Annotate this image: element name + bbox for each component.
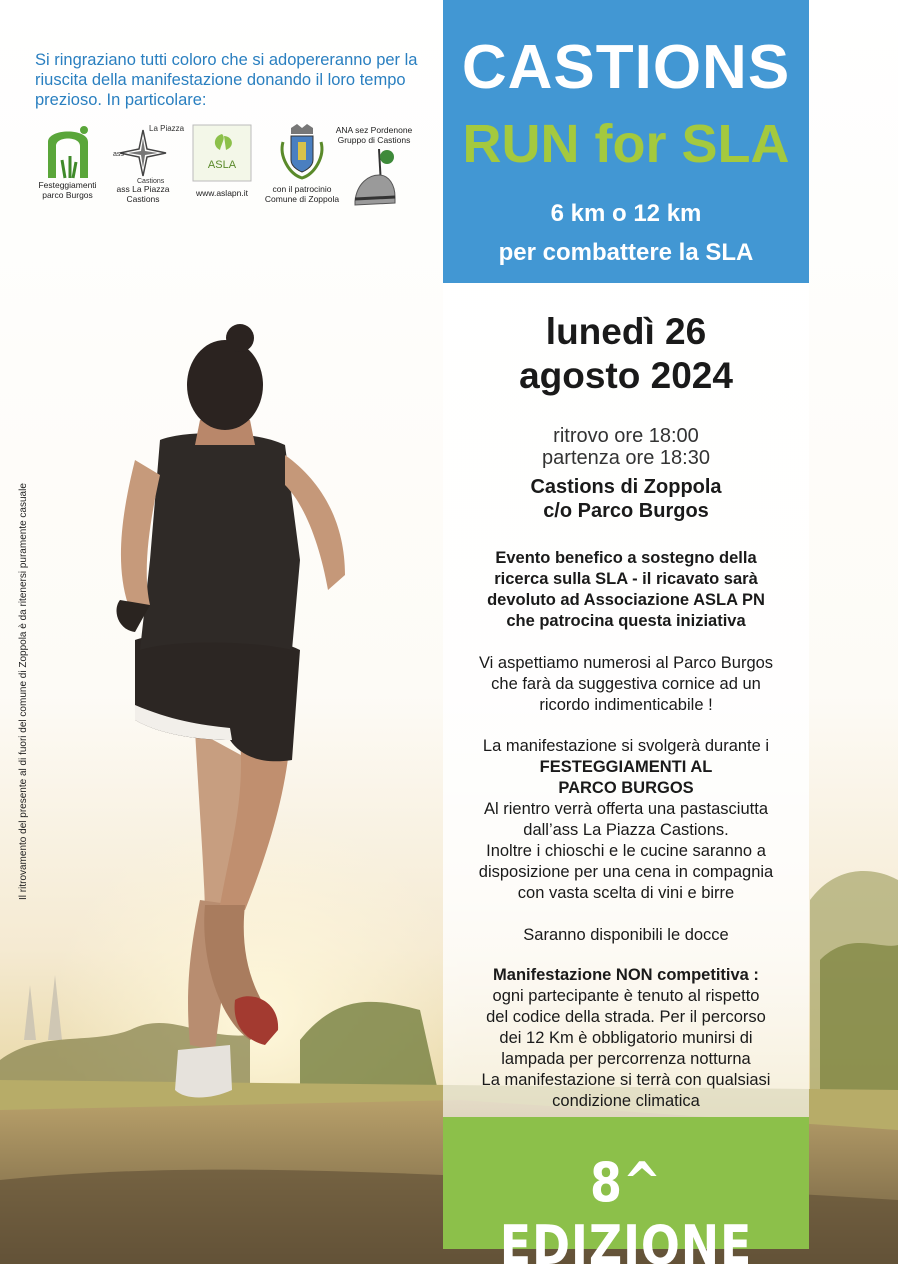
asla-logo-icon <box>192 124 252 182</box>
logo-mark-text: ass <box>113 151 124 158</box>
text-line: ogni partecipante è tenuto al rispetto <box>492 987 760 1005</box>
text-line: La manifestazione si terrà con qualsiasi <box>481 1071 771 1089</box>
logo-mark-text: Castions <box>137 178 165 185</box>
compass-star-icon <box>111 122 185 185</box>
logo-mark-text: La Piazza <box>149 124 185 133</box>
date-line: agosto 2024 <box>519 355 733 396</box>
date-line: lunedì 26 <box>545 311 707 352</box>
coat-of-arms-icon <box>277 122 327 184</box>
event-times <box>440 425 812 469</box>
event-date <box>440 310 812 398</box>
text-line: ricordo indimenticabile ! <box>539 696 713 714</box>
text-line: Vi aspettiamo numerosi al Parco Burgos <box>478 654 774 672</box>
festival-paragraph <box>440 736 812 904</box>
charity-paragraph <box>440 548 812 632</box>
logo-mark-text: ASLA <box>207 159 237 171</box>
logo-festeggiamenti <box>30 120 105 200</box>
event-title: CASTIONS <box>461 33 791 102</box>
meeting-time: ritrovo ore 18:00 <box>553 425 699 447</box>
text-line: del codice della strada. Per il percorso <box>486 1008 766 1026</box>
thanks-text: Si ringraziano tutti coloro che si adopereranno per la riuscita della manifestazione donando il loro tempo prezioso. In particolare: <box>35 51 418 109</box>
start-time: partenza ore 18:30 <box>542 447 710 469</box>
showers-note: Saranno disponibili le docce <box>523 926 729 944</box>
logo-ana <box>334 125 414 209</box>
text-line: devoluto ad Associazione ASLA PN <box>487 591 765 609</box>
text-line: dall’ass La Piazza Castions. <box>523 821 729 839</box>
logo-caption: Comune di Zoppola <box>264 194 340 204</box>
text-line: condizione climatica <box>552 1092 700 1110</box>
purpose-label: per combattere la SLA <box>498 239 754 266</box>
distance-label: 6 km o 12 km <box>550 200 702 227</box>
text-line: ricerca sulla SLA - il ricavato sarà <box>494 570 758 588</box>
logo-caption: Festeggiamenti <box>38 180 97 190</box>
text-line: Al rientro verrà offerta una pastasciutta <box>483 800 768 818</box>
logo-asla <box>190 124 254 198</box>
edition-label: 8^ EDIZIONE <box>499 1151 753 1277</box>
event-subtitle: RUN for SLA <box>462 114 790 174</box>
logo-caption: ANA sez Pordenone <box>335 125 413 135</box>
rules-paragraph <box>440 965 812 1112</box>
logo-caption: parco Burgos <box>42 190 93 200</box>
text-line: disposizione per una cena in compagnia <box>478 863 774 881</box>
text-line: lampada per percorrenza notturna <box>501 1050 751 1068</box>
text-line: Evento benefico a sostegno della <box>495 549 757 567</box>
park-logo-icon <box>40 120 96 180</box>
festival-name: FESTEGGIAMENTI AL <box>539 758 713 776</box>
rules-title: Manifestazione NON competitiva : <box>493 966 759 984</box>
logo-caption: www.aslapn.it <box>196 188 248 198</box>
place-line: c/o Parco Burgos <box>543 500 709 522</box>
place-line: Castions di Zoppola <box>530 476 722 498</box>
disclaimer-note: Il ritrovamento del presente al di fuori del comune di Zoppola è da ritenersi puramente casuale <box>18 483 29 900</box>
logo-caption: ass La Piazza <box>116 184 170 194</box>
text-line: con vasta scelta di vini e birre <box>517 884 735 902</box>
logo-la-piazza <box>108 122 185 204</box>
text-line: Inoltre i chioschi e le cucine saranno a <box>486 842 766 860</box>
text-line: che patrocina questa iniziativa <box>506 612 746 630</box>
festival-name: PARCO BURGOS <box>558 779 694 797</box>
logo-caption: Castions <box>126 194 160 204</box>
alpine-hat-icon <box>349 145 399 209</box>
welcome-paragraph <box>440 653 812 716</box>
edition-banner <box>443 1117 809 1277</box>
logo-caption: Gruppo di Castions <box>337 135 411 145</box>
text-line: La manifestazione si svolgerà durante i <box>482 737 770 755</box>
event-place <box>440 475 812 523</box>
title-panel <box>443 0 809 283</box>
text-line: che farà da suggestiva cornice ad un <box>491 675 761 693</box>
text-line: dei 12 Km è obbligatorio munirsi di <box>499 1029 753 1047</box>
logo-caption: con il patrocinio <box>272 184 332 194</box>
